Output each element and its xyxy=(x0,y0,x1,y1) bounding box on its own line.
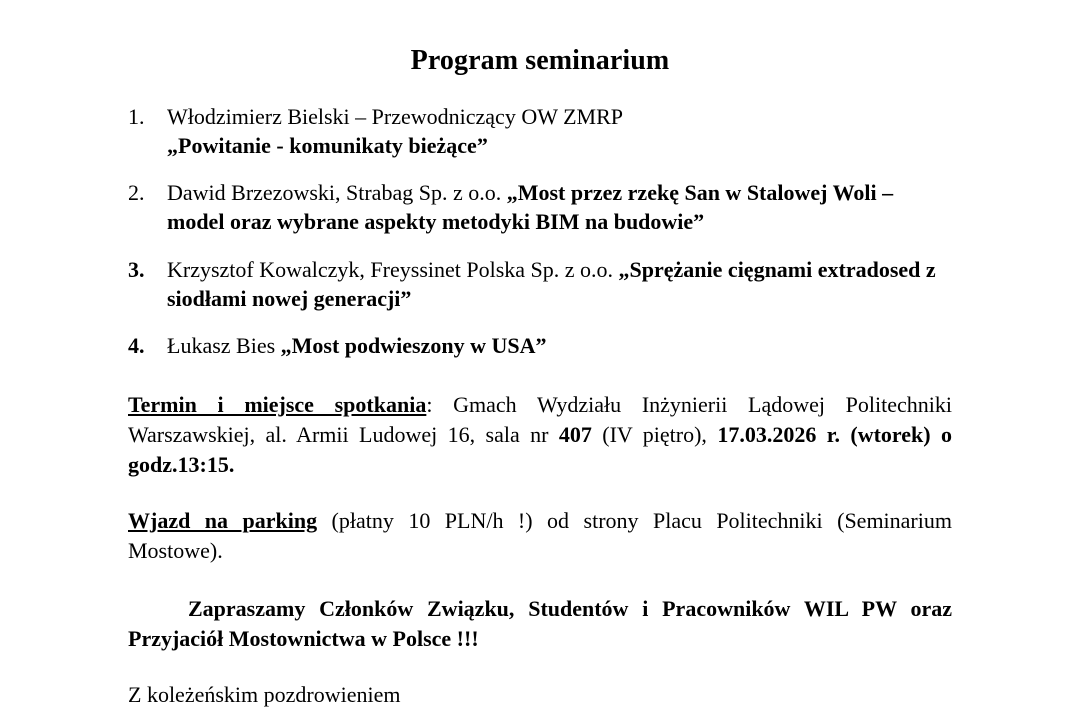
meeting-date-time: 17.03.2026 r. (wtorek) o godz.13:15 xyxy=(128,422,952,478)
parking-text: (płatny 10 PLN/h !) od strony Placu Politechniki (Seminarium Mostowe). xyxy=(128,508,952,563)
agenda-item-topic: „Most przez rzekę San w Stalowej Woli – model oraz wybrane aspekty metodyki BIM na budowie” xyxy=(167,180,894,235)
agenda-item-number: 1. xyxy=(128,103,145,129)
agenda-item-number: 2. xyxy=(128,180,145,206)
parking-heading: Wjazd na parking xyxy=(128,508,318,534)
parking-paragraph xyxy=(128,506,952,566)
closing-paragraph xyxy=(128,680,952,710)
invitation-text: Zapraszamy Członków Związku, Studentów i Pracowników WIL PW oraz Przyjaciół Mostownictwa w Polsce !!! xyxy=(128,595,952,651)
agenda-item-topic: „Sprężanie cięgnami extradosed z siodłami nowej generacji” xyxy=(167,256,936,311)
meeting-details-paragraph xyxy=(128,390,952,480)
agenda-item-number: 3. xyxy=(128,256,145,282)
agenda-item-speaker: Dawid Brzezowski, Strabag Sp. z o.o. xyxy=(167,180,507,206)
agenda-item-number: 4. xyxy=(128,333,145,359)
agenda-item-topic: „Powitanie - komunikaty bieżące” xyxy=(167,132,488,158)
agenda-item-topic: „Most podwieszony w USA” xyxy=(280,333,547,359)
agenda-item-speaker: Łukasz Bies xyxy=(167,333,281,359)
agenda-list xyxy=(0,102,1080,361)
meeting-details-period: . xyxy=(228,452,235,478)
agenda-item-2 xyxy=(128,178,952,237)
agenda-item-1 xyxy=(128,102,952,161)
meeting-details-venue: Gmach Wydziału Inżynierii Lądowej Politechniki Warszawskiej, al. Armii Ludowej 16, sala nr xyxy=(128,392,952,448)
closing-text: Z koleżeńskim pozdrowieniem xyxy=(128,681,401,707)
meeting-room-number: 407 xyxy=(558,422,592,448)
agenda-item-3 xyxy=(128,255,952,314)
page-title: Program seminarium xyxy=(410,45,670,76)
meeting-details-heading: Termin i miejsce spotkania xyxy=(128,392,427,418)
invitation-paragraph xyxy=(128,594,952,654)
agenda-item-speaker: Włodzimierz Bielski – Przewodniczący OW ZMRP xyxy=(167,103,623,129)
meeting-details-floor: (IV piętro), xyxy=(591,422,718,448)
agenda-item-speaker: Krzysztof Kowalczyk, Freyssinet Polska Sp. z o.o. xyxy=(167,256,619,282)
meeting-details-colon: : xyxy=(426,392,454,418)
agenda-item-4 xyxy=(128,331,952,360)
